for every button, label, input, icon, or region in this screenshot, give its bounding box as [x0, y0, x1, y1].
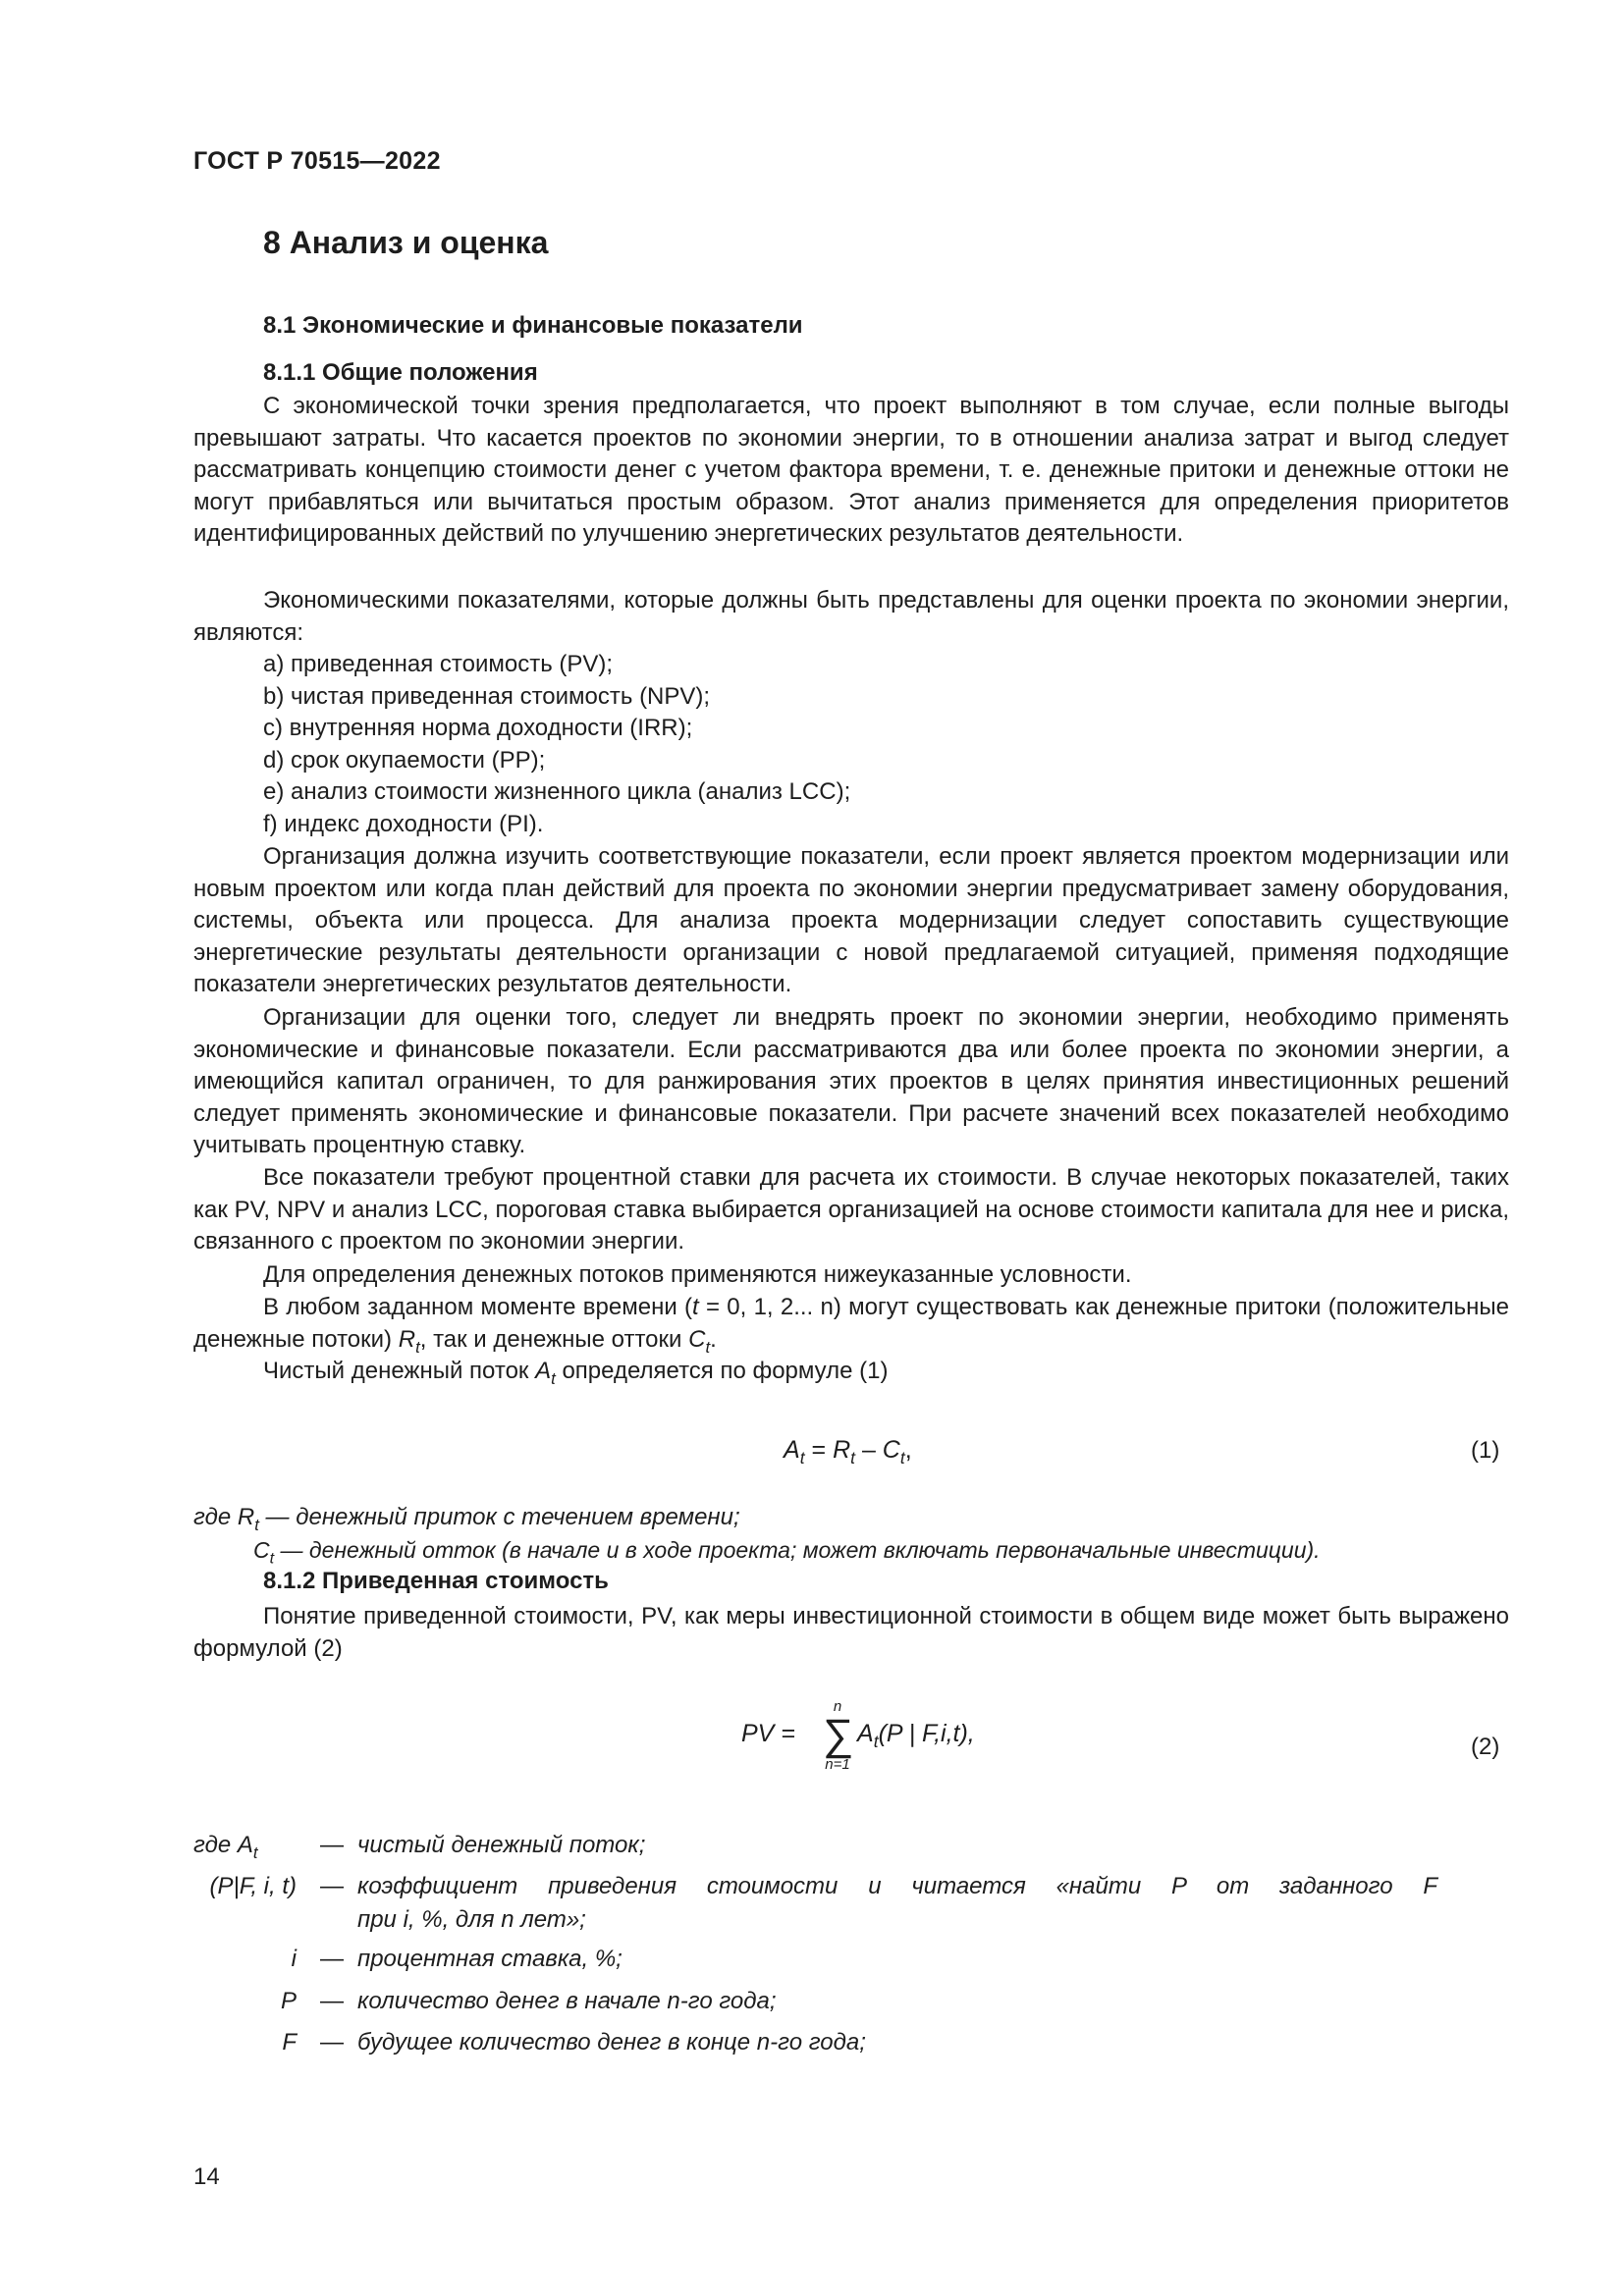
formula-present-value: PV =: [741, 1720, 795, 1747]
definition-desc: при i, %, для n лет»;: [357, 1906, 586, 1933]
definition-dash: —: [320, 1873, 344, 1899]
paragraph-interest-rate: Все показатели требуют процентной ставки для расчета их стоимости. В случае некоторых показателей, таких как PV, NPV и анализ LCC, пороговая ставка выбирается организацией на основе стоимости капитала для нее и риска, связанного с проектом по экономии энергии.: [193, 1164, 1509, 1255]
formula-number-1: (1): [1471, 1437, 1500, 1464]
paragraph-indicators: Экономическими показателями, которые должны быть представлены для оценки проекта по экономии энергии, являются:: [193, 587, 1509, 646]
subsection-title: 8.1 Экономические и финансовые показатели: [263, 312, 803, 339]
standard-code: ГОСТ Р 70515—2022: [193, 147, 441, 175]
definition-term: i: [291, 1946, 297, 1972]
page-number: 14: [193, 2163, 220, 2190]
formula-number-2: (2): [1471, 1734, 1500, 1760]
definition-term: P: [280, 1988, 297, 2014]
list-item: d) срок окупаемости (PP);: [263, 746, 546, 774]
paragraph-modernization: Организация должна изучить соответствующие показатели, если проект является проектом модернизации или новым проектом или когда план действий для проекта по экономии энергии предусматривает замену оборудования, системы, объекта или процесса. Для анализа проекта модернизации следует сопоставить существующие энергетические результаты деятельности организации с новой предлагаемой ситуацией, применяя подходящие показатели энергетических результатов деятельности.: [193, 843, 1509, 997]
definition-dash: —: [320, 1832, 344, 1858]
definition-desc: количество денег в начале n-го года;: [357, 1988, 777, 2014]
definition-term: где $A_t$: [193, 1832, 258, 1862]
paragraph-evaluation: Организации для оценки того, следует ли внедрять проект по экономии энергии, необходимо применять экономические и финансовые показатели. Если рассматриваются два или более проекта по экономии энергии, а имеющийся капитал ограничен, то для ранжирования этих проектов в целях принятия инвестиционных решений следует применять экономические и финансовые показатели. При расчете значений всех показателей необходимо учитывать процентную ставку.: [193, 1004, 1509, 1158]
list-item: b) чистая приведенная стоимость (NPV);: [263, 682, 711, 710]
definition-desc: будущее количество денег в конце n-го года;: [357, 2029, 866, 2056]
definition-desc: процентная ставка, %;: [357, 1946, 623, 1972]
list-item: e) анализ стоимости жизненного цикла (анализ LCC);: [263, 778, 851, 805]
sum-operator: n ∑ n=1: [823, 1698, 854, 1773]
definition-term: F: [282, 2029, 297, 2056]
formula-present-value-terms: $A_t(P$ | F,i,t),: [857, 1720, 975, 1752]
definition-dash: —: [320, 2029, 344, 2056]
definition-desc: коэффициент приведения стоимости и читается «найти P от заданного F: [357, 1873, 1437, 1899]
paragraph-cash-flow-conventions: Для определения денежных потоков применяются нижеуказанные условности.: [263, 1261, 1132, 1288]
paragraph-net-cash-flow: Чистый денежный поток $A_t$ определяется по формуле (1): [263, 1358, 889, 1388]
paragraph-intro: С экономической точки зрения предполагается, что проект выполняют в том случае, если полные выгоды превышают затраты. Что касается проектов по экономии энергии, то в отношении анализа затрат и выгод следует рассматривать концепцию стоимости денег с учетом фактора времени, т. е. денежные притоки и денежные оттоки не могут прибавляться или вычитаться простым образом. Этот анализ применяется для определения приоритетов идентифицированных действий по улучшению энергетических результатов деятельности.: [193, 393, 1509, 547]
definition-desc: чистый денежный поток;: [357, 1832, 646, 1858]
clause-title-present-value: 8.1.2 Приведенная стоимость: [263, 1568, 609, 1594]
definition-term: (P|F, i, t): [209, 1873, 297, 1899]
section-title: 8 Анализ и оценка: [263, 225, 549, 260]
formula-net-cash-flow: $A_t = R_t - C_t$,: [784, 1436, 912, 1468]
paragraph-present-value: Понятие приведенной стоимости, PV, как меры инвестиционной стоимости в общем виде может быть выражено формулой (2): [193, 1603, 1509, 1662]
where-inflow: где $R_t$ — денежный приток с течением времени;: [193, 1504, 740, 1534]
list-item: c) внутренняя норма доходности (IRR);: [263, 715, 693, 741]
list-item: a) приведенная стоимость (PV);: [263, 651, 614, 677]
where-outflow: $C_t$ — денежный отток (в начале и в ходе проекта; может включать первоначальные инвестиции).: [253, 1537, 1321, 1568]
definition-dash: —: [320, 1988, 344, 2014]
clause-title-general: 8.1.1 Общие положения: [263, 359, 538, 386]
paragraph-cash-flows: В любом заданном моменте времени (t = 0, 1, 2... n) могут существовать как денежные притоки (положительные денежные потоки) $R_t$, так и денежные оттоки $C_t$.: [193, 1294, 1509, 1357]
indicator-list: [263, 649, 850, 840]
definition-dash: —: [320, 1946, 344, 1972]
list-item: f) индекс доходности (PI).: [263, 810, 544, 837]
